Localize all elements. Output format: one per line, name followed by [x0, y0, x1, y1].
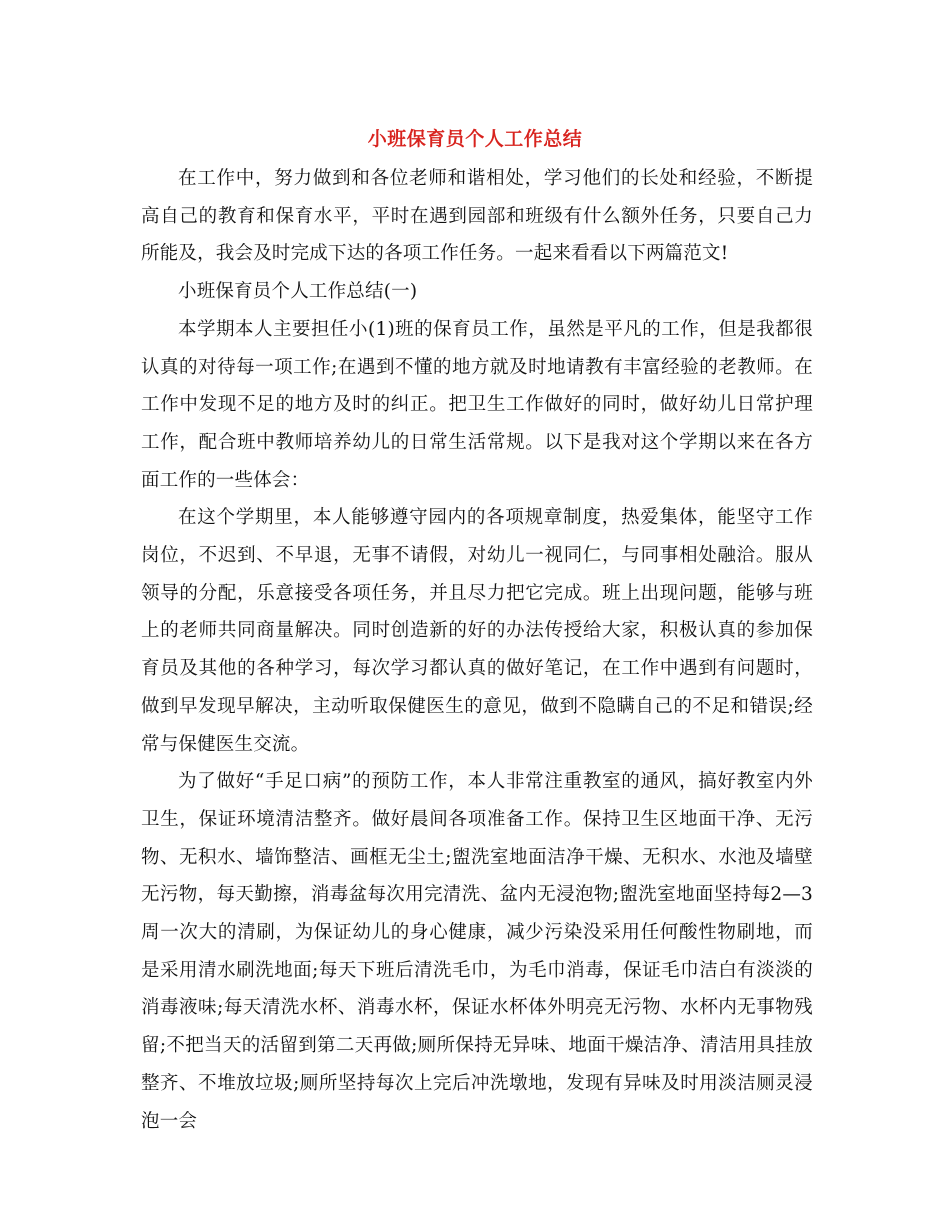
- paragraph-duties: 本学期本人主要担任小(1)班的保育员工作，虽然是平凡的工作，但是我都很认真的对待每一项工作;在遇到不懂的地方就及时地请教有丰富经验的老教师。在工作中发现不足的地方及时的纠正。把卫生工作做好的同时，做好幼儿日常护理工作，配合班中教师培养幼儿的日常生活常规。以下是我对这个学期以来在各方面工作的一些体会：: [141, 318, 813, 491]
- paragraph-hygiene: 为了做好“手足口病”的预防工作，本人非常注重教室的通风，搞好教室内外卫生，保证环境清洁整齐。做好晨间各项准备工作。保持卫生区地面干净、无污物、无积水、墙饰整洁、画框无尘土;盥洗室地面洁净干燥、无积水、水池及墙壁无污物，每天勤擦，消毒盆每次用完清洗、盆内无浸泡物;盥洗室地面坚持每2—3周一次大的清刷，为保证幼儿的身心健康，减少污染没采用任何酸性物刷地，而是采用清水刷洗地面;每天下班后清洗毛巾，为毛巾消毒，保证毛巾洁白有淡淡的消毒液味;每天清洗水杯、消毒水杯，保证水杯体外明亮无污物、水杯内无事物残留;不把当天的活留到第二天再做;厕所保持无异味、地面干燥洁净、清洁用具挂放整齐、不堆放垃圾;厕所坚持每次上完后冲洗墩地，发现有异味及时用淡洁厕灵浸泡一会: [141, 771, 813, 1132]
- document-body: [141, 160, 813, 1140]
- paragraph-conduct: 在这个学期里，本人能够遵守园内的各项规章制度，热爱集体，能坚守工作岗位，不迟到、不早退，无事不请假，对幼儿一视同仁，与同事相处融洽。服从领导的分配，乐意接受各项任务，并且尽力把它完成。班上出现问题，能够与班上的老师共同商量解决。同时创造新的好的办法传授给大家，积极认真的参加保育员及其他的各种学习，每次学习都认真的做好笔记，在工作中遇到有问题时，做到早发现早解决，主动听取保健医生的意见，做到不隐瞒自己的不足和错误;经常与保健医生交流。: [141, 507, 813, 755]
- paragraph-intro: 在工作中，努力做到和各位老师和谐相处，学习他们的长处和经验，不断提高自己的教育和保育水平，平时在遇到园部和班级有什么额外任务，只要自己力所能及，我会及时完成下达的各项工作任务。一起来看看以下两篇范文!: [141, 168, 813, 265]
- section-heading: 小班保育员个人工作总结(一): [178, 281, 418, 303]
- document-title: 小班保育员个人工作总结: [367, 128, 583, 150]
